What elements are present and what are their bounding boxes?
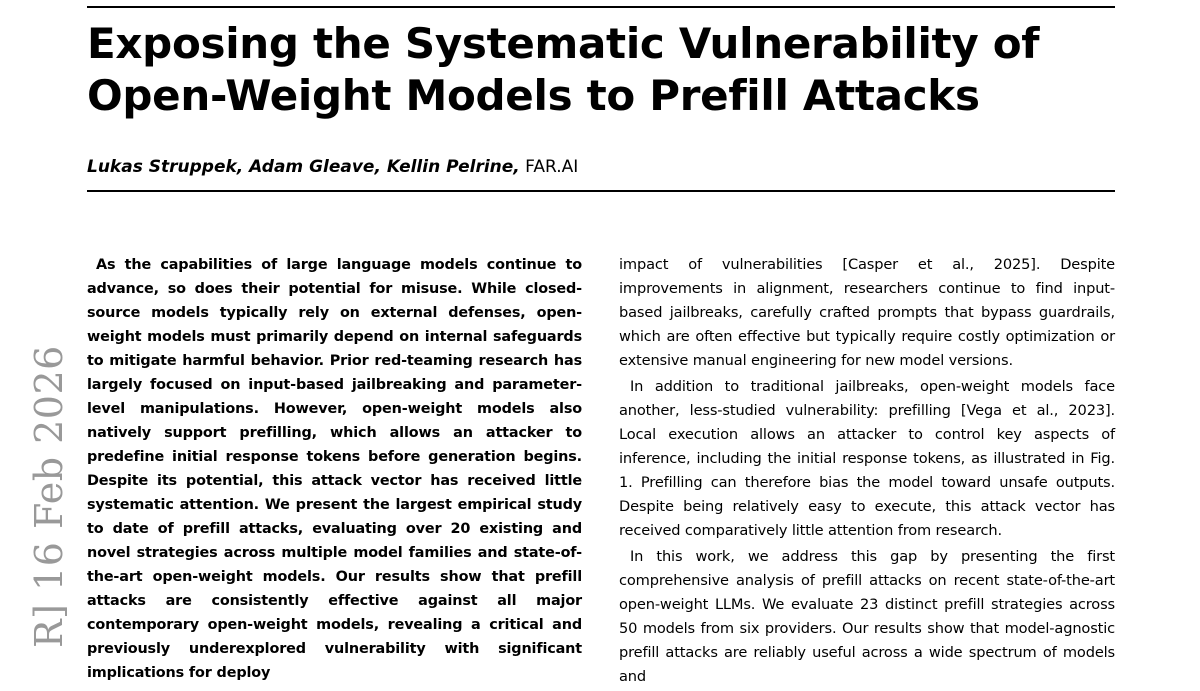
top-rule: [87, 6, 1115, 8]
paper-title: [87, 18, 1115, 122]
arxiv-side-stamp: R] 16 Feb 2026: [27, 345, 71, 648]
header-rule: [87, 190, 1115, 192]
body-paragraph-3: In this work, we address this gap by presenting the first comprehensive analysis of prefill attacks on recent state-of-the-art open-weight LLMs. We evaluate 23 distinct prefill strategies across 50 models from six providers. Our results show that model-agnostic prefill attacks are reliably useful across a wide spectrum of models and: [619, 548, 1115, 685]
abstract: As the capabilities of large language models continue to advance, so does their potential for misuse. While closed-source models typically rely on external defenses, open-weight models must primarily depend on internal safeguards to mitigate harmful behavior. Prior red-teaming research has largely focused on input-based jailbreaking and parameter-level manipulations. However, open-weight models also natively support prefilling, which allows an attacker to predefine initial response tokens before generation begins. Despite its potential, this attack vector has received little systematic attention. We present the largest empirical study to date of prefill attacks, evaluating over 20 existing and novel strategies across multiple model families and state-of-the-art open-weight models. Our results show that prefill attacks are consistently effective against all major contemporary open-weight models, revealing a critical and previously underexplored vulnerability with significant implications for deploy: [87, 257, 582, 681]
author-line: [87, 156, 578, 178]
body-paragraph-1: impact of vulnerabilities [Casper et al., 2025]. Despite improvements in alignment, researchers continue to find input-based jailbreaks, carefully crafted prompts that bypass guardrails, which are often effective but typically require costly optimization or extensive manual engineering for new model versions.: [619, 256, 1115, 369]
author-names: Lukas Struppek, Adam Gleave, Kellin Pelrine,: [87, 157, 520, 177]
title-line-1: Exposing the Systematic Vulnerability of: [87, 19, 1040, 68]
body-paragraph-2: In addition to traditional jailbreaks, open-weight models face another, less-studied vulnerability: prefilling [Vega et al., 2023]. Local execution allows an attacker to control key aspects of inference, including the initial response tokens, as illustrated in Fig. 1. Prefilling can therefore bias the model toward unsafe outputs. Despite being relatively easy to execute, this attack vector has received comparatively little attention from research.: [619, 378, 1115, 539]
introduction-column: [619, 253, 1115, 691]
affiliation: FAR.AI: [519, 157, 579, 177]
title-line-2: Open-Weight Models to Prefill Attacks: [87, 71, 980, 120]
